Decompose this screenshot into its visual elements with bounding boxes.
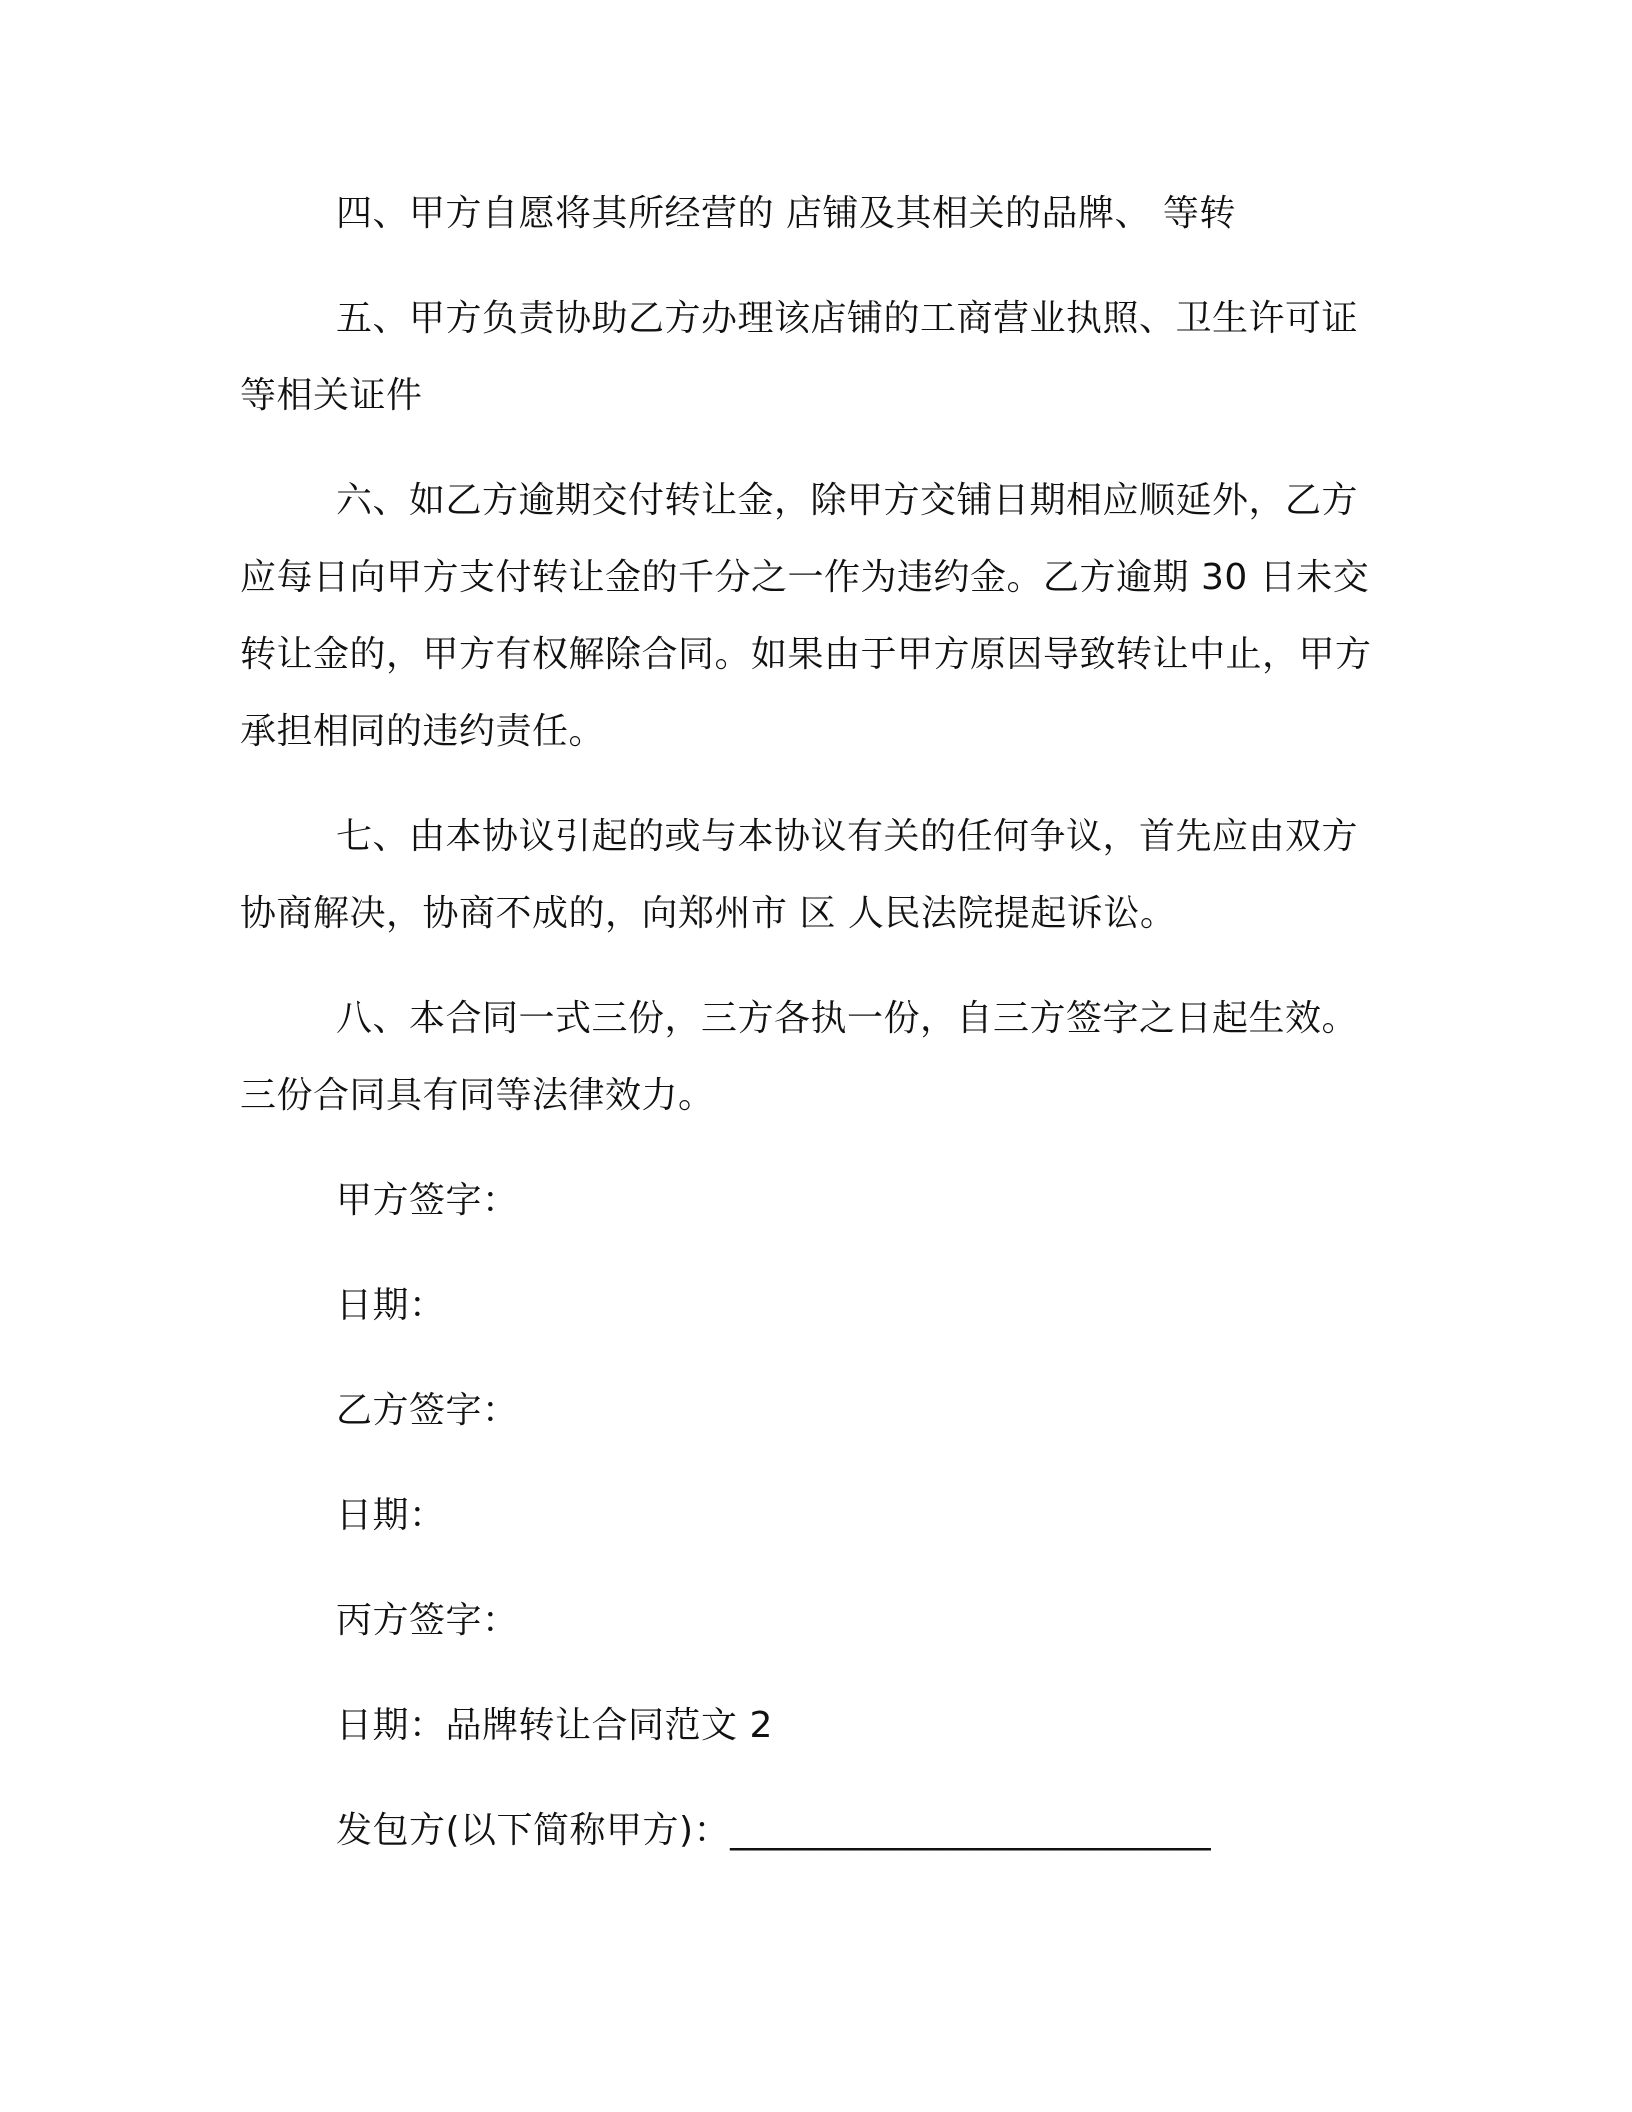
party-a-date-label: 日期： xyxy=(336,1285,446,1326)
party-c-date-label: 日期：品牌转让合同范文 2 xyxy=(336,1705,773,1746)
party-b-signature-label: 乙方签字： xyxy=(336,1390,519,1431)
party-c-signature-label: 丙方签字： xyxy=(336,1600,519,1641)
contractor-blank: __________________________ xyxy=(730,1810,1212,1851)
clause-6: 六、如乙方逾期交付转让金，除甲方交铺日期相应顺延外，乙方应每日向甲方支付转让金的千分之一作为违约金。乙方逾期 30 日未交转让金的，甲方有权解除合同。如果由于甲方原因导致转让中止，甲方承担相同的违约责任。 xyxy=(240,480,1372,752)
clause-4: 四、甲方自愿将其所经营的 店铺及其相关的品牌、 等转 xyxy=(336,193,1236,234)
clause-8: 八、本合同一式三份，三方各执一份，自三方签字之日起生效。三份合同具有同等法律效力。 xyxy=(240,998,1359,1116)
party-a-signature-label: 甲方签字： xyxy=(336,1180,519,1221)
contractor-line xyxy=(240,1792,1390,1869)
clause-5: 五、甲方负责协助乙方办理该店铺的工商营业执照、卫生许可证等相关证件 xyxy=(240,298,1359,416)
party-b-date-label: 日期： xyxy=(336,1495,446,1536)
contractor-label: 发包方(以下简称甲方)： xyxy=(336,1810,731,1851)
document-body xyxy=(240,175,1390,1897)
clause-7: 七、由本协议引起的或与本协议有关的任何争议，首先应由双方协商解决，协商不成的，向郑州市 区 人民法院提起诉讼。 xyxy=(240,816,1359,934)
